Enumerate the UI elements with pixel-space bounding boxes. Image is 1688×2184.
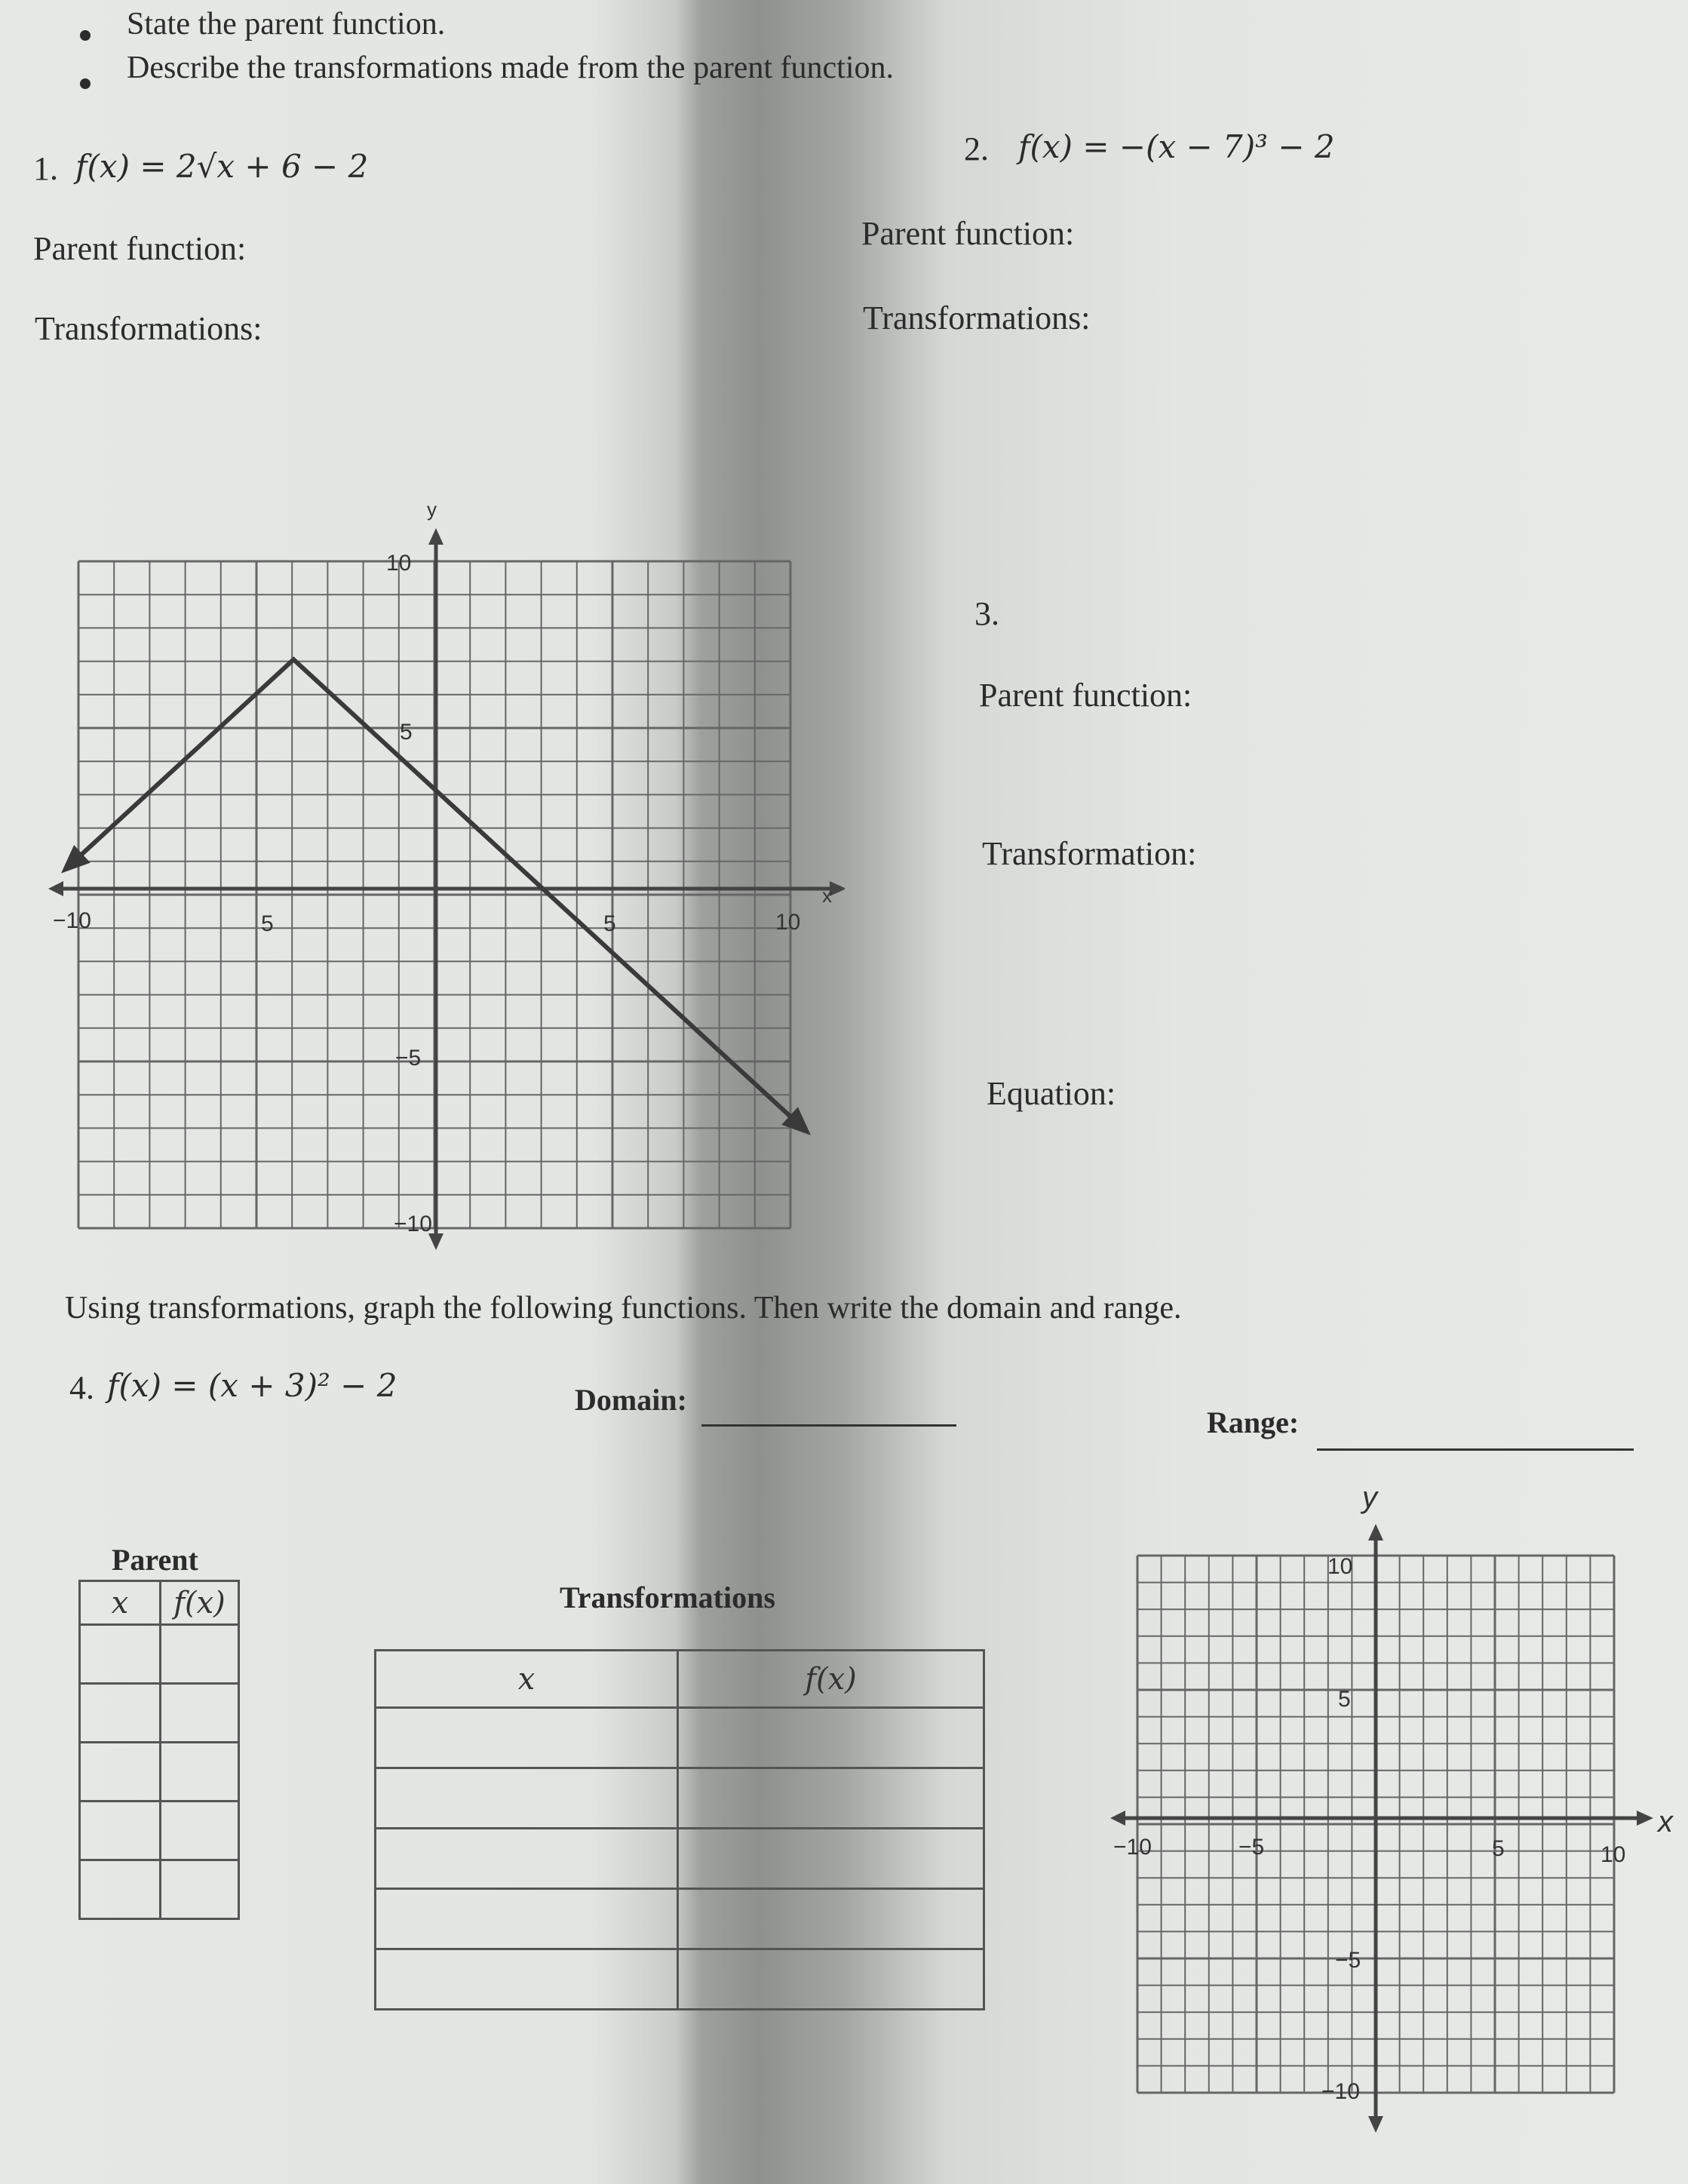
problem-2-equation: f(x) = −(x − 7)³ − 2 <box>1018 128 1335 165</box>
transform-table-cell[interactable] <box>376 1949 678 2010</box>
graph-4-y-arrow-up <box>1368 1524 1383 1540</box>
graph-3-tick-y-neg10: −10 <box>394 1212 432 1236</box>
problem-2-number: 2. <box>964 131 989 167</box>
problem-4-equation: f(x) = (x + 3)² − 2 <box>107 1367 397 1404</box>
transform-table-cell[interactable] <box>678 1708 984 1768</box>
transform-table-header-x: x <box>376 1651 678 1708</box>
bullet-2 <box>80 78 91 89</box>
problem-1-number: 1. <box>33 150 58 187</box>
section-4-heading: Using transformations, graph the following functions. Then write the domain and range. <box>65 1291 1182 1325</box>
parent-table-header-fx: f(x) <box>161 1581 239 1625</box>
parent-table-cell[interactable] <box>80 1860 161 1919</box>
graph-3-tick-y-neg5: −5 <box>395 1046 422 1070</box>
parent-table-cell[interactable] <box>161 1684 239 1743</box>
parent-table-cell[interactable] <box>80 1684 161 1743</box>
graph-3-tick-x-neg5: 5 <box>261 911 274 936</box>
graph-4-axis-label-x: x <box>1658 1805 1673 1838</box>
graph-4-tick-x-10: 10 <box>1601 1842 1626 1867</box>
parent-table-cell[interactable] <box>161 1625 239 1684</box>
transform-table-cell[interactable] <box>376 1889 678 1949</box>
parent-table-cell[interactable] <box>161 1743 239 1802</box>
parent-table-header-x: x <box>80 1581 161 1625</box>
graph-3-tick-y-5: 5 <box>400 720 413 745</box>
problem-1-equation-text: f(x) = 2√x + 6 − 2 <box>75 148 369 185</box>
graph-3-tick-x-5: 5 <box>603 911 616 936</box>
range-label: Range: <box>1207 1405 1300 1439</box>
problem-3-number: 3. <box>974 595 999 632</box>
problem-1-parent-label: Parent function: <box>33 230 247 267</box>
transform-table <box>374 1649 985 2010</box>
transform-table-header-fx: f(x) <box>678 1651 984 1708</box>
graph-3-x-arrow-left <box>48 881 63 896</box>
transform-table-cell[interactable] <box>678 1768 984 1829</box>
instruction-1: State the parent function. <box>127 7 446 41</box>
graph-4-tick-x-5: 5 <box>1492 1836 1505 1861</box>
graph-4-tick-y-neg5: −5 <box>1335 1948 1361 1973</box>
parent-table-title: Parent <box>112 1543 198 1577</box>
transform-table-cell[interactable] <box>678 1889 984 1949</box>
graph-3-tick-x-10: 10 <box>775 910 801 935</box>
graph-3-axes <box>48 528 845 1250</box>
graph-4-axis-label-y: y <box>1362 1481 1377 1514</box>
domain-answer-line[interactable] <box>701 1424 956 1427</box>
graph-4-x-arrow-right <box>1637 1811 1653 1826</box>
graph-3-tick-y-10: 10 <box>386 551 412 576</box>
graph-3-x-arrow-right <box>830 881 845 896</box>
range-answer-line[interactable] <box>1317 1448 1634 1451</box>
problem-4-number: 4. <box>69 1369 94 1406</box>
problem-3-equation-label: Equation: <box>987 1075 1116 1112</box>
problem-1-equation <box>75 148 368 185</box>
parent-table-cell[interactable] <box>161 1802 239 1860</box>
graph-3-axis-label-y: y <box>427 498 437 521</box>
graph-3 <box>45 498 845 1252</box>
graph-3-tick-x-neg10: −10 <box>53 908 91 933</box>
parent-table-cell[interactable] <box>80 1802 161 1860</box>
problem-2-parent-label: Parent function: <box>861 215 1075 252</box>
parent-table-cell[interactable] <box>80 1743 161 1802</box>
domain-label: Domain: <box>575 1383 687 1417</box>
parent-table-cell[interactable] <box>161 1860 239 1919</box>
bullet-1 <box>80 30 91 41</box>
parent-table <box>78 1580 240 1920</box>
graph-4-tick-y-5: 5 <box>1338 1687 1351 1712</box>
transform-table-cell[interactable] <box>376 1768 678 1829</box>
parent-table-cell[interactable] <box>80 1625 161 1684</box>
problem-3-transform-label: Transformation: <box>982 835 1197 872</box>
graph-4[interactable] <box>1109 1479 1682 2143</box>
graph-4-tick-y-10: 10 <box>1327 1554 1353 1579</box>
graph-3-y-arrow-up <box>428 528 443 545</box>
transform-table-title: Transformations <box>560 1580 775 1614</box>
problem-2-transform-label: Transformations: <box>863 299 1091 336</box>
graph-4-tick-x-neg5: −5 <box>1238 1835 1265 1860</box>
transform-table-cell[interactable] <box>376 1708 678 1768</box>
graph-4-x-arrow-left <box>1110 1811 1125 1826</box>
transform-table-cell[interactable] <box>376 1829 678 1889</box>
graph-4-tick-y-neg10: −10 <box>1321 2079 1360 2104</box>
transform-table-cell[interactable] <box>678 1829 984 1889</box>
instruction-2: Describe the transformations made from the parent function. <box>127 51 894 85</box>
graph-4-tick-x-neg10: −10 <box>1113 1835 1152 1860</box>
graph-4-y-arrow-down <box>1368 2116 1383 2133</box>
graph-3-axis-label-x: x <box>822 884 832 907</box>
problem-1-transform-label: Transformations: <box>35 310 262 347</box>
problem-3-parent-label: Parent function: <box>979 677 1192 714</box>
transform-table-cell[interactable] <box>678 1949 984 2010</box>
